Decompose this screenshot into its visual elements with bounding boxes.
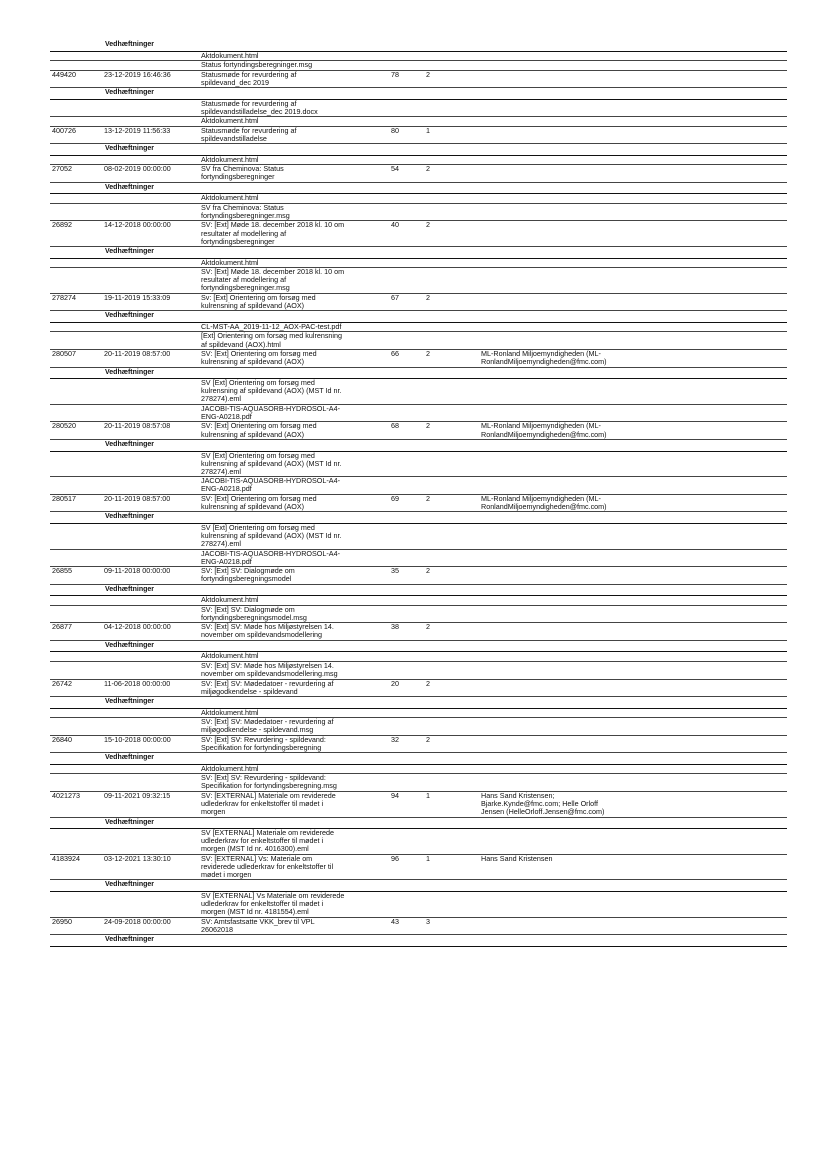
- attachments-heading: Vedhæftninger: [105, 754, 155, 762]
- document-row: [50, 918, 787, 936]
- attachments-heading: Vedhæftninger: [105, 441, 155, 448]
- document-id: 4183924: [52, 853, 80, 863]
- attachments-header-row: [50, 753, 787, 765]
- attachment-filename: CL-MST-AA_2019-11-12_AOX-PAC-test.pdf: [201, 321, 342, 331]
- attachments-heading: Vedhæftninger: [105, 698, 155, 706]
- document-title: SV: [Ext] Orientering om forsøg med kulrensning af spildevand (AOX): [201, 349, 317, 367]
- attachments-heading: Vedhæftninger: [105, 585, 155, 593]
- attachments-header-row: [50, 144, 787, 156]
- attachment-row: [50, 829, 787, 855]
- document-row: [50, 495, 787, 513]
- attachment-row: [50, 662, 787, 680]
- document-row: [50, 127, 787, 145]
- attachments-header-row: [50, 512, 787, 524]
- attachment-filename: Aktdokument.html: [201, 651, 259, 661]
- document-title: Statusmøde for revurdering af spildevandstilladelse: [201, 125, 297, 143]
- document-title: SV: Amtsfastsatte VKK_brev til VPL 26062018: [201, 916, 315, 934]
- attachment-count: 1: [426, 790, 430, 800]
- document-row: [50, 71, 787, 89]
- document-number: 80: [391, 125, 399, 135]
- attachments-header-row: [50, 440, 787, 452]
- attachment-count: 2: [426, 292, 430, 302]
- attachment-filename: [Ext] Orientering om forsøg med kulrensning af spildevand (AOX).html: [201, 331, 343, 349]
- document-number: 69: [391, 493, 399, 503]
- attachment-filename: SV [Ext] Orientering om forsøg med kulrensning af spildevand (AOX) (MST Id nr. 278274).eml: [201, 450, 342, 476]
- attachment-filename: SV [Ext] Orientering om forsøg med kulrensning af spildevand (AOX) (MST Id nr. 278274).eml: [201, 522, 342, 549]
- document-recipients: ML-Ronland Miljoemyndigheden (ML- RonlandMiljoemyndigheden@fmc.com): [481, 493, 607, 511]
- document-number: 20: [391, 678, 399, 688]
- attachment-row: [50, 259, 787, 269]
- attachments-header-row: [50, 368, 787, 380]
- document-date: 04-12-2018 00:00:00: [104, 622, 171, 632]
- document-row: [50, 623, 787, 641]
- attachments-heading: Vedhæftninger: [105, 145, 155, 153]
- document-date: 03-12-2021 13:30:10: [104, 853, 171, 863]
- attachments-heading: Vedhæftninger: [105, 936, 155, 944]
- document-row: [50, 294, 787, 312]
- document-date: 09-11-2018 00:00:00: [104, 566, 171, 576]
- attachments-header-row: [50, 585, 787, 597]
- attachments-header-row: [50, 88, 787, 100]
- document-row: [50, 165, 787, 183]
- document-date: 14-12-2018 00:00:00: [104, 220, 171, 230]
- attachments-header-row: [50, 40, 787, 52]
- document-row: [50, 680, 787, 698]
- attachment-row: [50, 379, 787, 405]
- attachment-row: [50, 52, 787, 62]
- attachment-filename: SV: [Ext] SV: Mødedatoer - revurdering af miljøgodkendelse - spildevand.msg: [201, 717, 334, 735]
- attachment-count: 3: [426, 916, 430, 926]
- document-id: 280507: [52, 349, 76, 359]
- attachment-filename: SV [EXTERNAL] Vs Materiale om reviderede udlederkrav for enkeltstoffer til mødet i morgen (MST Id nr. 4181554).eml: [201, 890, 345, 917]
- document-date: 13-12-2019 11:56:33: [104, 125, 171, 135]
- document-row: [50, 855, 787, 881]
- attachment-filename: SV: [Ext] SV: Møde hos Miljøstyrelsen 14. november om spildevandsmodellering.msg: [201, 660, 338, 679]
- document-date: 20-11-2019 08:57:00: [104, 349, 171, 359]
- document-number: 66: [391, 349, 399, 359]
- document-title: SV: [Ext] SV: Mødedatoer - revurdering af miljøgodkendelse - spildevand: [201, 678, 334, 696]
- attachments-header-row: [50, 935, 787, 947]
- attachment-filename: SV: [Ext] Møde 18. december 2018 kl. 10 om resultater af modellering af fortyndingsberegninger.msg: [201, 267, 345, 293]
- attachment-count: 1: [426, 853, 430, 863]
- document-number: 67: [391, 292, 399, 302]
- attachment-count: 2: [426, 69, 430, 79]
- attachment-filename: Aktdokument.html: [201, 707, 259, 717]
- attachment-filename: Aktdokument.html: [201, 595, 259, 605]
- document-title: Statusmøde for revurdering af spildevand_dec 2019: [201, 69, 297, 87]
- document-title: SV fra Cheminova: Status fortyndingsberegninger: [201, 164, 284, 182]
- attachment-count: 2: [426, 349, 430, 359]
- document-recipients: ML-Ronland Miljoemyndigheden (ML- RonlandMiljoemyndigheden@fmc.com): [481, 421, 607, 439]
- document-number: 54: [391, 164, 399, 174]
- document-number: 40: [391, 220, 399, 230]
- attachment-filename: JACOBI-TIS-AQUASORB-HYDROSOL-A4- ENG-A0218.pdf: [201, 548, 340, 566]
- attachment-count: 2: [426, 566, 430, 576]
- attachment-row: [50, 765, 787, 775]
- attachment-row: [50, 332, 787, 350]
- document-id: 278274: [52, 292, 76, 302]
- attachment-row: [50, 709, 787, 719]
- attachments-header-row: [50, 183, 787, 195]
- attachment-count: 2: [426, 421, 430, 431]
- attachment-count: 2: [426, 622, 430, 632]
- attachment-row: [50, 524, 787, 550]
- document-recipients: Hans Sand Kristensen; Bjarke.Kynde@fmc.com; Helle Orloff Jensen (HelleOrloff.Jensen@fmc.com): [481, 790, 605, 817]
- document-date: 15-10-2018 00:00:00: [104, 734, 171, 744]
- attachments-heading: Vedhæftninger: [105, 818, 155, 826]
- attachment-row: [50, 194, 787, 204]
- attachment-row: [50, 477, 787, 495]
- document-id: 26950: [52, 916, 72, 926]
- document-date: 09-11-2021 09:32:15: [104, 790, 171, 800]
- document-row: [50, 792, 787, 818]
- document-recipients: ML-Ronland Miljoemyndigheden (ML- RonlandMiljoemyndigheden@fmc.com): [481, 349, 607, 367]
- attachments-header-row: [50, 880, 787, 892]
- document-number: 68: [391, 421, 399, 431]
- document-row: [50, 350, 787, 368]
- attachment-filename: Aktdokument.html: [201, 193, 259, 203]
- document-row: [50, 736, 787, 754]
- attachment-filename: Aktdokument.html: [201, 763, 259, 773]
- attachments-header-row: [50, 247, 787, 259]
- attachment-filename: SV fra Cheminova: Status fortyndingsberegninger.msg: [201, 202, 290, 220]
- attachments-heading: Vedhæftninger: [105, 183, 155, 191]
- document-id: 26892: [52, 220, 72, 230]
- document-number: 35: [391, 566, 399, 576]
- attachment-row: [50, 774, 787, 792]
- attachment-filename: SV [EXTERNAL] Materiale om reviderede udlederkrav for enkeltstoffer til mødet i morgen (MST Id nr. 4016300).eml: [201, 828, 335, 854]
- document-number: 78: [391, 69, 399, 79]
- document-title: SV: [Ext] SV: Revurdering - spildevand: Specifikation for fortyndingsberegning: [201, 734, 326, 752]
- attachments-heading: Vedhæftninger: [105, 641, 155, 649]
- document-row: [50, 567, 787, 585]
- document-title: SV: [EXTERNAL] Vs: Materiale om reviderede udlederkrav for enkeltstoffer til mødet i morgen: [201, 853, 334, 879]
- document-row: [50, 422, 787, 440]
- attachment-filename: JACOBI-TIS-AQUASORB-HYDROSOL-A4- ENG-A0218.pdf: [201, 403, 340, 421]
- attachment-count: 2: [426, 734, 430, 744]
- attachments-header-row: [50, 641, 787, 653]
- attachment-filename: Aktdokument.html: [201, 257, 259, 267]
- attachments-header-row: [50, 697, 787, 709]
- document-title: SV: [Ext] SV: Dialogmøde om fortyndingsberegningsmodel: [201, 566, 295, 584]
- document-title: SV: [Ext] Møde 18. december 2018 kl. 10 om resultater af modellering af fortyndingsberegninger: [201, 220, 345, 246]
- attachment-row: [50, 268, 787, 294]
- attachments-heading: Vedhæftninger: [105, 41, 155, 48]
- document-table: [50, 40, 787, 947]
- attachment-row: [50, 100, 787, 118]
- document-row: [50, 221, 787, 247]
- attachment-row: [50, 323, 787, 333]
- document-title: Sv: [Ext] Orientering om forsøg med kulrensning af spildevand (AOX): [201, 292, 316, 310]
- attachment-filename: Aktdokument.html: [201, 116, 259, 126]
- attachments-header-row: [50, 818, 787, 830]
- document-id: 280517: [52, 493, 76, 503]
- document-title: SV: [Ext] Orientering om forsøg med kulrensning af spildevand (AOX): [201, 493, 317, 511]
- document-date: 11-06-2018 00:00:00: [104, 678, 171, 688]
- attachments-heading: Vedhæftninger: [105, 312, 155, 320]
- document-date: 20-11-2019 08:57:08: [104, 421, 171, 431]
- attachment-row: [50, 652, 787, 662]
- document-title: SV: [EXTERNAL] Materiale om reviderede udlederkrav for enkeltstoffer til mødet i morgen: [201, 790, 336, 817]
- attachment-filename: SV: [Ext] SV: Dialogmøde om fortyndingsberegningsmodel.msg: [201, 604, 307, 622]
- document-id: 26742: [52, 678, 72, 688]
- document-id: 26877: [52, 622, 72, 632]
- attachment-count: 1: [426, 125, 430, 135]
- document-id: 26840: [52, 734, 72, 744]
- attachment-count: 2: [426, 493, 430, 503]
- attachment-row: [50, 606, 787, 624]
- document-number: 32: [391, 734, 399, 744]
- document-number: 38: [391, 622, 399, 632]
- attachments-heading: Vedhæftninger: [105, 881, 155, 889]
- attachment-filename: Statusmøde for revurdering af spildevandstilladelse_dec 2019.docx: [201, 98, 318, 116]
- document-title: SV: [Ext] Orientering om forsøg med kulrensning af spildevand (AOX): [201, 421, 317, 439]
- document-title: SV: [Ext] SV: Møde hos Miljøstyrelsen 14. november om spildevandsmodellering: [201, 622, 334, 640]
- attachments-heading: Vedhæftninger: [105, 89, 155, 97]
- document-id: 27052: [52, 164, 72, 174]
- attachment-row: [50, 204, 787, 222]
- document-number: 43: [391, 916, 399, 926]
- document-id: 26855: [52, 566, 72, 576]
- document-date: 20-11-2019 08:57:00: [104, 493, 171, 503]
- document-date: 24-09-2018 00:00:00: [104, 916, 171, 926]
- document-number: 96: [391, 853, 399, 863]
- attachment-row: [50, 405, 787, 423]
- document-date: 08-02-2019 00:00:00: [104, 164, 171, 174]
- document-id: 4021273: [52, 790, 80, 800]
- attachment-filename: SV [Ext] Orientering om forsøg med kulrensning af spildevand (AOX) (MST Id nr. 278274).eml: [201, 378, 342, 404]
- attachment-filename: Aktdokument.html: [201, 50, 259, 60]
- attachment-count: 2: [426, 678, 430, 688]
- document-id: 280520: [52, 421, 76, 431]
- attachment-filename: SV: [Ext] SV: Revurdering - spildevand: Specifikation for fortyndingsberegning.msg: [201, 773, 337, 791]
- document-number: 94: [391, 790, 399, 800]
- attachment-row: [50, 452, 787, 478]
- document-date: 23-12-2019 16:46:36: [104, 69, 171, 79]
- attachments-header-row: [50, 311, 787, 323]
- document-date: 19-11-2019 15:33:09: [104, 292, 171, 302]
- attachment-count: 2: [426, 220, 430, 230]
- attachment-count: 2: [426, 164, 430, 174]
- attachments-heading: Vedhæftninger: [105, 513, 155, 521]
- attachment-row: [50, 550, 787, 568]
- attachment-filename: JACOBI-TIS-AQUASORB-HYDROSOL-A4- ENG-A0218.pdf: [201, 476, 340, 494]
- document-id: 449420: [52, 69, 76, 79]
- document-id: 400726: [52, 125, 76, 135]
- attachment-row: [50, 596, 787, 606]
- document-recipients: Hans Sand Kristensen: [481, 853, 553, 863]
- attachment-filename: Aktdokument.html: [201, 154, 259, 164]
- attachment-filename: Status fortyndingsberegninger.msg: [201, 60, 313, 69]
- attachment-row: [50, 718, 787, 736]
- attachment-row: [50, 892, 787, 918]
- attachments-heading: Vedhæftninger: [105, 368, 155, 376]
- attachments-heading: Vedhæftninger: [105, 248, 155, 256]
